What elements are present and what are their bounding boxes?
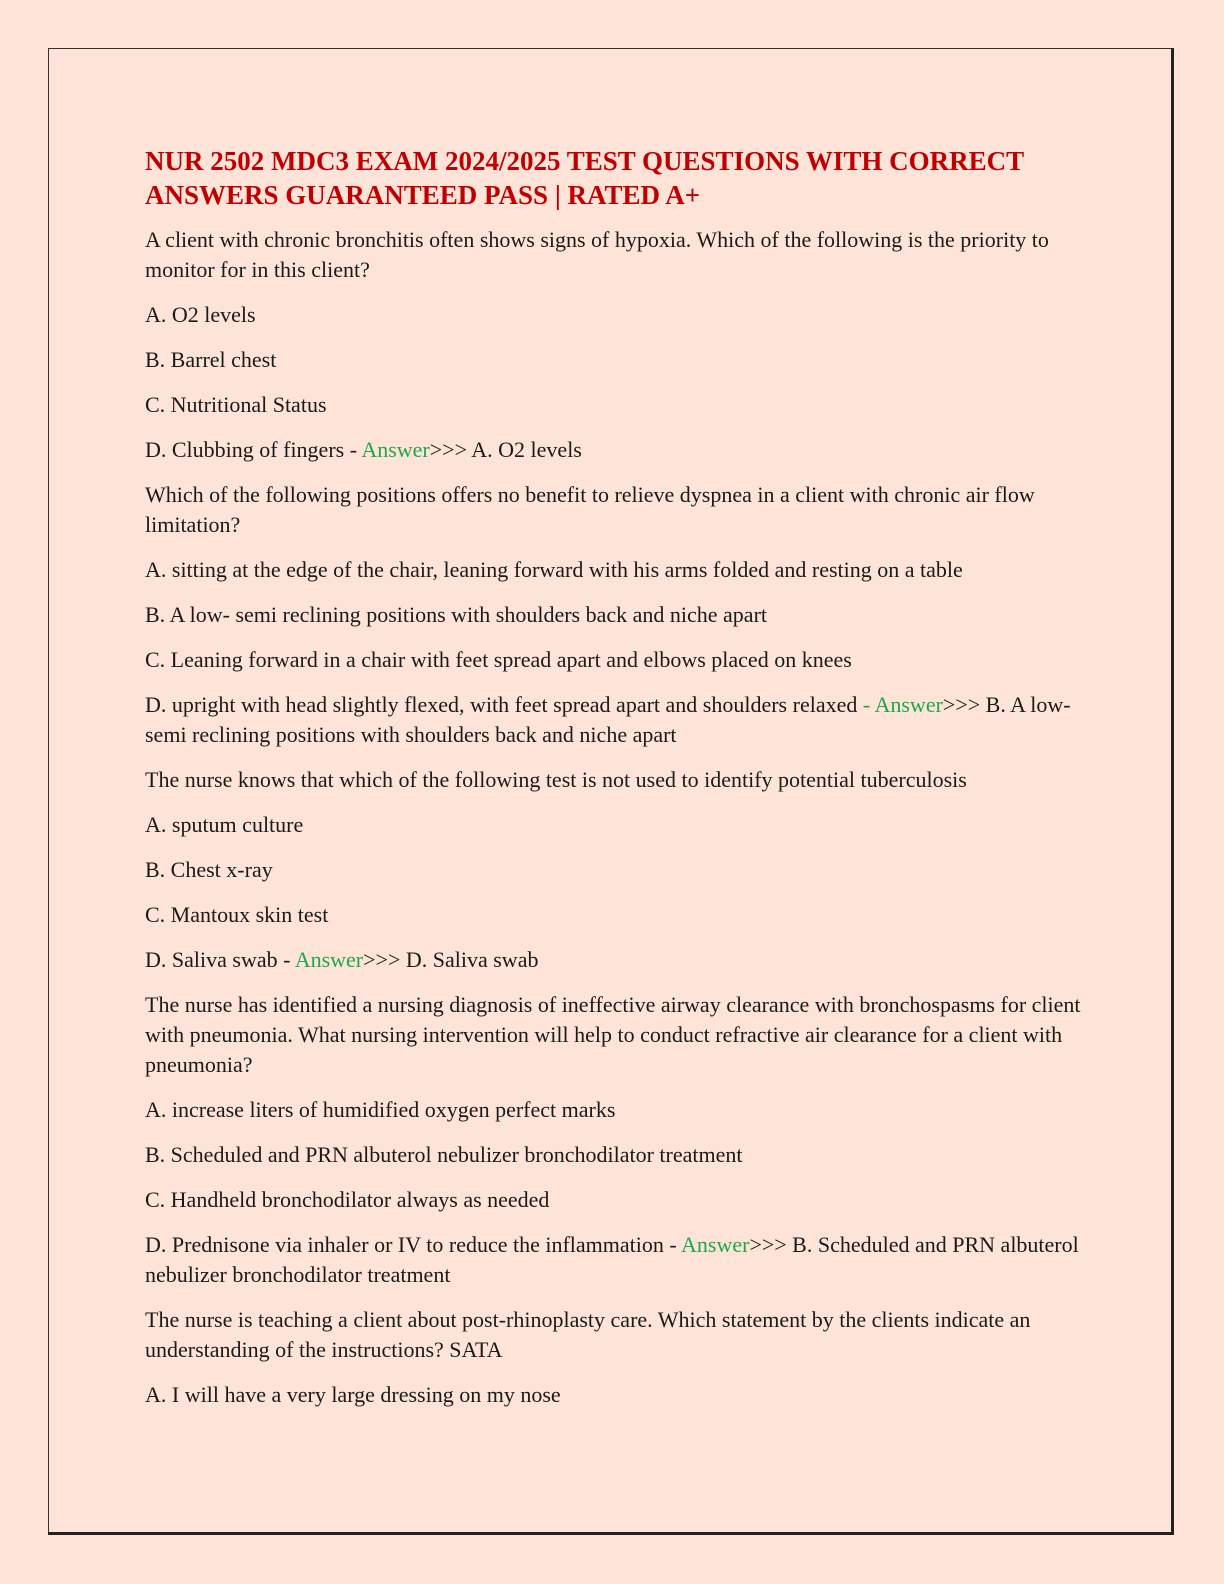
answer-label: Answer xyxy=(361,437,430,462)
document-title: NUR 2502 MDC3 EXAM 2024/2025 TEST QUESTIONS WITH CORRECT ANSWERS GUARANTEED PASS | RATED A+ xyxy=(145,146,1024,210)
answer-option: A. increase liters of humidified oxygen perfect marks xyxy=(145,1097,616,1122)
answer-option: C. Mantoux skin test xyxy=(145,902,329,927)
question-stem: A client with chronic bronchitis often shows signs of hypoxia. Which of the following is the priority to monitor for in this client? xyxy=(145,227,1049,282)
question-stem: The nurse has identified a nursing diagnosis of ineffective airway clearance with bronchospasms for client with pneumonia. What nursing intervention will help to conduct refractive air clearance for a client with pneumonia? xyxy=(145,992,1081,1077)
answer-option-with-key xyxy=(145,945,1090,975)
answer-option: B. Barrel chest xyxy=(145,347,277,372)
answer-option: A. O2 levels xyxy=(145,302,256,327)
document-body xyxy=(145,144,1090,1425)
answer-option: C. Leaning forward in a chair with feet spread apart and elbows placed on knees xyxy=(145,647,852,672)
question-stem: The nurse knows that which of the following test is not used to identify potential tuberculosis xyxy=(145,767,967,792)
answer-option-with-key xyxy=(145,690,1090,750)
correct-answer: >>> B. Scheduled and PRN albuterol nebulizer bronchodilator treatment xyxy=(145,1232,1079,1287)
answer-option: C. Handheld bronchodilator always as needed xyxy=(145,1187,550,1212)
option-text: D. Saliva swab - xyxy=(145,947,295,972)
correct-answer: >>> B. A low- semi reclining positions with shoulders back and niche apart xyxy=(145,692,1071,747)
answer-option: B. A low- semi reclining positions with shoulders back and niche apart xyxy=(145,602,768,627)
correct-answer: >>> A. O2 levels xyxy=(429,437,582,462)
option-text: D. Clubbing of fingers - xyxy=(145,437,362,462)
answer-option: A. sitting at the edge of the chair, leaning forward with his arms folded and resting on a table xyxy=(145,557,963,582)
answer-option: B. Chest x-ray xyxy=(145,857,273,882)
answer-option: A. I will have a very large dressing on my nose xyxy=(145,1382,561,1407)
option-text: D. upright with head slightly flexed, with feet spread apart and shoulders relaxed xyxy=(145,692,863,717)
answer-label: Answer xyxy=(294,947,364,972)
question-stem: Which of the following positions offers no benefit to relieve dyspnea in a client with chronic air flow limitation? xyxy=(145,482,1035,537)
answer-option: A. sputum culture xyxy=(145,812,304,837)
answer-dash: - xyxy=(862,692,875,717)
correct-answer: >>> D. Saliva swab xyxy=(363,947,539,972)
answer-option: B. Scheduled and PRN albuterol nebulizer bronchodilator treatment xyxy=(145,1142,743,1167)
answer-label: Answer xyxy=(874,692,943,717)
answer-label: Answer xyxy=(681,1232,750,1257)
question-stem: The nurse is teaching a client about post-rhinoplasty care. Which statement by the clients indicate an understanding of the instructions? SATA xyxy=(145,1307,1031,1362)
option-text: D. Prednisone via inhaler or IV to reduce the inflammation - xyxy=(145,1232,682,1257)
answer-option-with-key xyxy=(145,435,1090,465)
answer-option: C. Nutritional Status xyxy=(145,392,327,417)
answer-option-with-key xyxy=(145,1230,1090,1290)
